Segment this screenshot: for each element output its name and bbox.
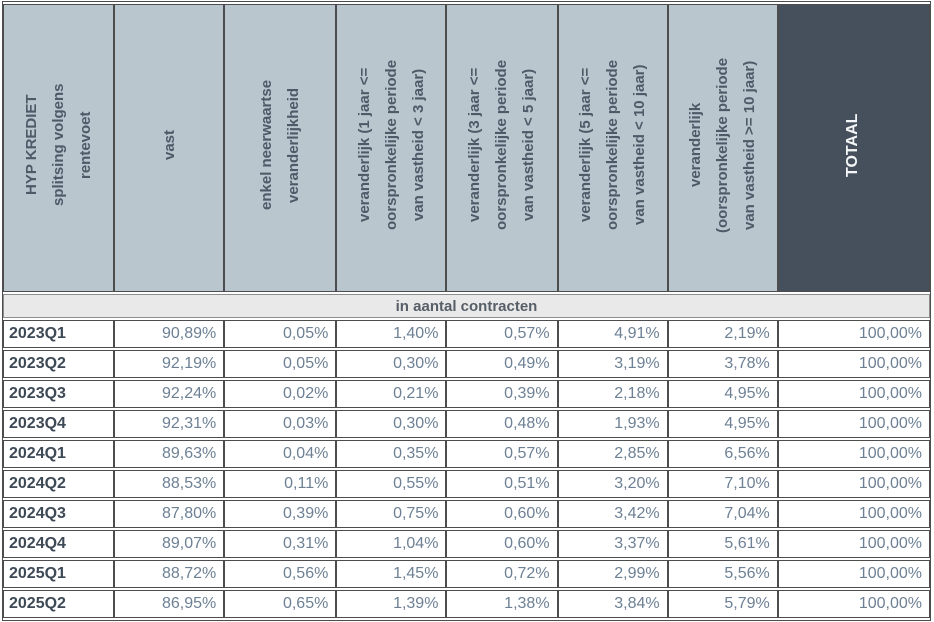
corner-header-line: rentevoet	[77, 111, 95, 179]
table-row	[3, 380, 930, 408]
value-cell: 100,00%	[778, 500, 930, 528]
value-cell: 87,80%	[114, 500, 224, 528]
value-cell: 0,35%	[336, 440, 446, 468]
row-label: 2024Q4	[3, 530, 114, 558]
value-cell: 3,84%	[558, 590, 668, 618]
column-header-line: veranderlijk	[687, 102, 705, 188]
value-cell: 89,07%	[114, 530, 224, 558]
value-cell: 3,20%	[558, 470, 668, 498]
column-header-totaal	[778, 4, 930, 292]
value-cell: 88,72%	[114, 560, 224, 588]
value-cell: 2,19%	[668, 320, 778, 348]
column-header-text	[156, 7, 183, 291]
column-header-line: veranderlijk (1 jaar <=	[355, 67, 373, 223]
column-header-text	[682, 7, 763, 291]
table-body	[3, 294, 930, 618]
column-header-line: oorspronkelijke periode	[493, 59, 511, 231]
column-header-text	[253, 7, 307, 291]
value-cell: 1,04%	[336, 530, 446, 558]
value-cell: 88,53%	[114, 470, 224, 498]
column-header-wrap	[337, 7, 445, 291]
value-cell: 0,05%	[224, 350, 336, 378]
column-header-text	[461, 7, 542, 291]
value-cell: 0,57%	[446, 320, 557, 348]
row-label: 2023Q3	[3, 380, 114, 408]
column-header-line: van vastheid < 3 jaar)	[409, 68, 427, 222]
column-header-line: veranderlijkheid	[285, 87, 303, 203]
value-cell: 0,57%	[446, 440, 557, 468]
value-cell: 0,65%	[224, 590, 336, 618]
table-row	[3, 530, 930, 558]
value-cell: 100,00%	[778, 530, 930, 558]
row-label: 2024Q3	[3, 500, 114, 528]
value-cell: 1,93%	[558, 410, 668, 438]
value-cell: 2,99%	[558, 560, 668, 588]
corner-header-text	[18, 7, 99, 291]
value-cell: 2,85%	[558, 440, 668, 468]
value-cell: 0,51%	[446, 470, 557, 498]
value-cell: 100,00%	[778, 470, 930, 498]
value-cell: 1,45%	[336, 560, 446, 588]
value-cell: 0,02%	[224, 380, 336, 408]
value-cell: 89,63%	[114, 440, 224, 468]
value-cell: 6,56%	[668, 440, 778, 468]
value-cell: 3,19%	[558, 350, 668, 378]
column-header-wrap	[559, 7, 667, 291]
column-header-line: oorspronkelijke periode	[604, 59, 622, 231]
value-cell: 0,60%	[446, 530, 557, 558]
column-header-line: (oorspronkelijke periode	[714, 57, 732, 233]
column-header-vast	[114, 4, 224, 292]
value-cell: 7,04%	[668, 500, 778, 528]
value-cell: 0,49%	[446, 350, 557, 378]
value-cell: 1,39%	[336, 590, 446, 618]
row-label: 2025Q1	[3, 560, 114, 588]
column-header-wrap	[779, 7, 929, 291]
column-header-wrap	[669, 7, 777, 291]
value-cell: 0,48%	[446, 410, 557, 438]
value-cell: 4,95%	[668, 410, 778, 438]
value-cell: 4,95%	[668, 380, 778, 408]
value-cell: 100,00%	[778, 350, 930, 378]
row-label: 2023Q1	[3, 320, 114, 348]
value-cell: 100,00%	[778, 590, 930, 618]
table-row	[3, 320, 930, 348]
value-cell: 0,75%	[336, 500, 446, 528]
value-cell: 3,78%	[668, 350, 778, 378]
row-label: 2024Q2	[3, 470, 114, 498]
value-cell: 1,40%	[336, 320, 446, 348]
value-cell: 100,00%	[778, 320, 930, 348]
value-cell: 100,00%	[778, 560, 930, 588]
column-header-wrap	[447, 7, 556, 291]
row-label: 2025Q2	[3, 590, 114, 618]
corner-header-wrap	[4, 7, 113, 291]
value-cell: 0,30%	[336, 410, 446, 438]
value-cell: 5,79%	[668, 590, 778, 618]
value-cell: 100,00%	[778, 440, 930, 468]
column-header-line: TOTAAL	[844, 113, 862, 177]
column-header-line: oorspronkelijke periode	[382, 59, 400, 231]
value-cell: 0,04%	[224, 440, 336, 468]
value-cell: 0,21%	[336, 380, 446, 408]
value-cell: 100,00%	[778, 380, 930, 408]
value-cell: 1,38%	[446, 590, 557, 618]
value-cell: 5,61%	[668, 530, 778, 558]
value-cell: 92,19%	[114, 350, 224, 378]
section-row	[3, 294, 930, 318]
row-label: 2023Q2	[3, 350, 114, 378]
value-cell: 0,56%	[224, 560, 336, 588]
header-row	[3, 4, 930, 292]
value-cell: 4,91%	[558, 320, 668, 348]
corner-header-line: splitsing volgens	[50, 83, 68, 207]
value-cell: 0,55%	[336, 470, 446, 498]
column-header-line: van vastheid >= 10 jaar)	[741, 60, 759, 230]
column-header-wrap	[225, 7, 335, 291]
value-cell: 0,60%	[446, 500, 557, 528]
table-row	[3, 560, 930, 588]
column-header-line: veranderlijk (3 jaar <=	[466, 67, 484, 223]
row-label: 2024Q1	[3, 440, 114, 468]
value-cell: 92,31%	[114, 410, 224, 438]
column-header-line: van vastheid < 5 jaar)	[520, 68, 538, 222]
table-row	[3, 350, 930, 378]
table-row	[3, 410, 930, 438]
value-cell: 0,72%	[446, 560, 557, 588]
section-label: in aantal contracten	[3, 294, 930, 318]
value-cell: 3,42%	[558, 500, 668, 528]
value-cell: 3,37%	[558, 530, 668, 558]
value-cell: 0,05%	[224, 320, 336, 348]
value-cell: 92,24%	[114, 380, 224, 408]
column-header-veranderlijk-3-tot-5-jaar	[446, 4, 557, 292]
column-header-veranderlijk-5-tot-10-jaar	[558, 4, 668, 292]
value-cell: 100,00%	[778, 410, 930, 438]
column-header-text	[572, 7, 653, 291]
column-header-text	[839, 7, 868, 291]
column-header-line: van vastheid < 10 jaar)	[631, 64, 649, 226]
corner-header-line: HYP KREDIET	[23, 94, 41, 196]
value-cell: 0,39%	[224, 500, 336, 528]
value-cell: 0,39%	[446, 380, 557, 408]
table-row	[3, 590, 930, 618]
column-header-enkel-neerwaartse-veranderlijkheid	[224, 4, 336, 292]
column-header-text	[351, 7, 432, 291]
table-row	[3, 500, 930, 528]
value-cell: 2,18%	[558, 380, 668, 408]
value-cell: 0,30%	[336, 350, 446, 378]
corner-header	[3, 4, 114, 292]
value-cell: 0,03%	[224, 410, 336, 438]
column-header-veranderlijk-1-tot-3-jaar	[336, 4, 446, 292]
column-header-line: veranderlijk (5 jaar <=	[577, 67, 595, 223]
table-row	[3, 440, 930, 468]
column-header-veranderlijk-10-jaar-plus	[668, 4, 778, 292]
value-cell: 86,95%	[114, 590, 224, 618]
rentevoet-table	[2, 1, 931, 621]
table-row	[3, 470, 930, 498]
column-header-wrap	[115, 7, 223, 291]
value-cell: 0,11%	[224, 470, 336, 498]
column-header-line: enkel neerwaartse	[258, 79, 276, 211]
value-cell: 5,56%	[668, 560, 778, 588]
value-cell: 0,31%	[224, 530, 336, 558]
value-cell: 7,10%	[668, 470, 778, 498]
value-cell: 90,89%	[114, 320, 224, 348]
row-label: 2023Q4	[3, 410, 114, 438]
column-header-line: vast	[160, 129, 178, 161]
